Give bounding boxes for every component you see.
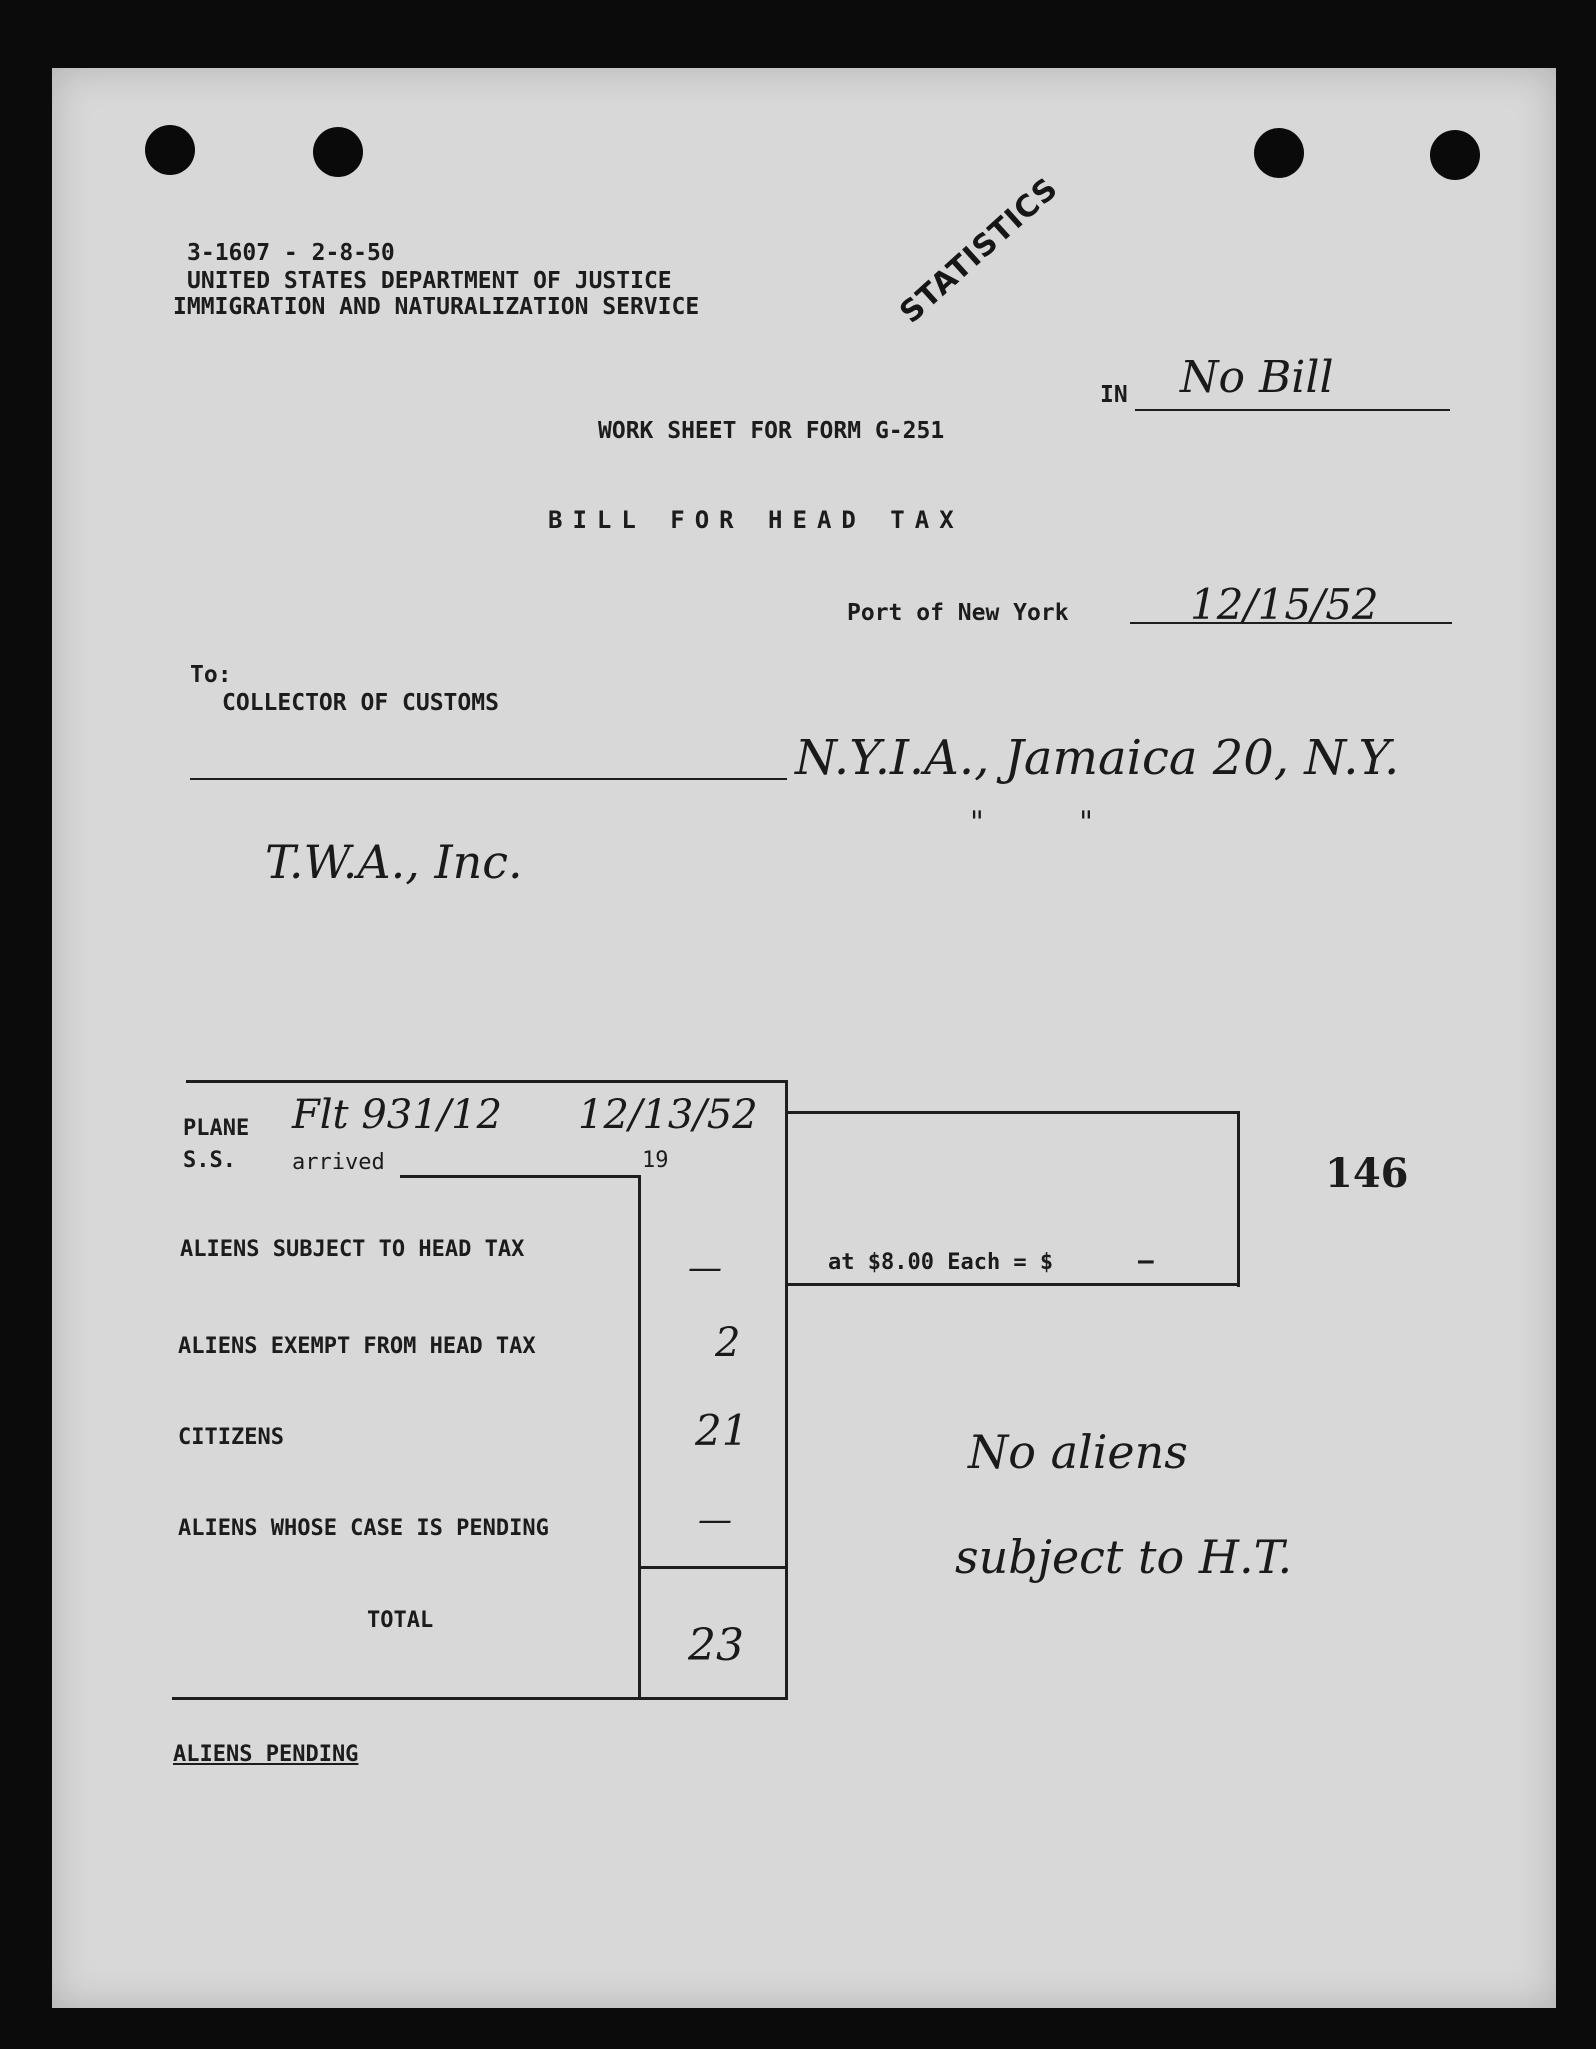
bill-title: BILL FOR HEAD TAX xyxy=(548,506,964,534)
row-value-exempt: 2 xyxy=(715,1320,741,1366)
row-value-pending: — xyxy=(698,1500,732,1540)
note-line-2: subject to H.T. xyxy=(955,1530,1293,1584)
aliens-pending-label: ALIENS PENDING xyxy=(173,1742,359,1767)
punch-hole-3 xyxy=(1254,128,1304,178)
location-text: N.Y.I.A., Jamaica 20, N.Y. xyxy=(795,730,1400,786)
row-value-citizens: 21 xyxy=(695,1406,749,1455)
in-value: No Bill xyxy=(1180,352,1334,403)
department-name: UNITED STATES DEPARTMENT OF JUSTICE xyxy=(187,268,672,294)
table-top-line xyxy=(186,1080,788,1083)
total-divider xyxy=(638,1566,788,1569)
carrier-name: T.W.A., Inc. xyxy=(265,835,523,889)
value-column-divider xyxy=(638,1175,641,1700)
page-number: 146 xyxy=(1325,1150,1409,1197)
form-code: 3-1607 - 2-8-50 xyxy=(187,240,395,266)
punch-hole-4 xyxy=(1430,130,1480,180)
plane-label: PLANE xyxy=(183,1116,250,1141)
rate-box-top xyxy=(788,1111,1240,1114)
punch-hole-1 xyxy=(145,125,195,175)
statistics-stamp: STATISTICS xyxy=(893,170,1066,331)
rate-box-right xyxy=(1237,1111,1240,1287)
row-label-exempt: ALIENS EXEMPT FROM HEAD TAX xyxy=(178,1334,536,1359)
arrived-line xyxy=(400,1175,640,1178)
row-label-citizens: CITIZENS xyxy=(178,1425,284,1450)
total-value: 23 xyxy=(688,1620,744,1671)
row-label-pending: ALIENS WHOSE CASE IS PENDING xyxy=(178,1516,549,1541)
arrived-label: arrived xyxy=(292,1150,385,1175)
arrival-date: 12/13/52 xyxy=(578,1092,758,1138)
collector-line xyxy=(190,778,787,780)
punch-hole-2 xyxy=(313,127,363,177)
ditto-marks: " " xyxy=(970,805,1093,840)
total-label: TOTAL xyxy=(367,1608,434,1633)
table-right-border xyxy=(785,1080,788,1700)
in-label: IN xyxy=(1100,382,1128,408)
note-line-1: No aliens xyxy=(968,1425,1188,1479)
table-bottom-line xyxy=(172,1697,788,1700)
flight-number: Flt 931/12 xyxy=(292,1092,503,1138)
ss-label: S.S. xyxy=(183,1148,236,1173)
to-label: To: xyxy=(190,662,232,688)
row-value-subject: — xyxy=(688,1248,722,1288)
port-label: Port of New York xyxy=(847,600,1069,626)
row-label-subject: ALIENS SUBJECT TO HEAD TAX xyxy=(180,1237,525,1262)
rate-amount: — xyxy=(1138,1246,1154,1276)
worksheet-title: WORK SHEET FOR FORM G-251 xyxy=(598,418,945,444)
rate-text: at $8.00 Each = $ xyxy=(828,1250,1054,1275)
collector-label: COLLECTOR OF CUSTOMS xyxy=(222,690,499,716)
rate-box-bottom xyxy=(788,1283,1240,1286)
in-line xyxy=(1135,409,1450,411)
year-prefix: 19 xyxy=(642,1148,669,1173)
port-date: 12/15/52 xyxy=(1190,580,1379,629)
service-name: IMMIGRATION AND NATURALIZATION SERVICE xyxy=(173,294,700,320)
